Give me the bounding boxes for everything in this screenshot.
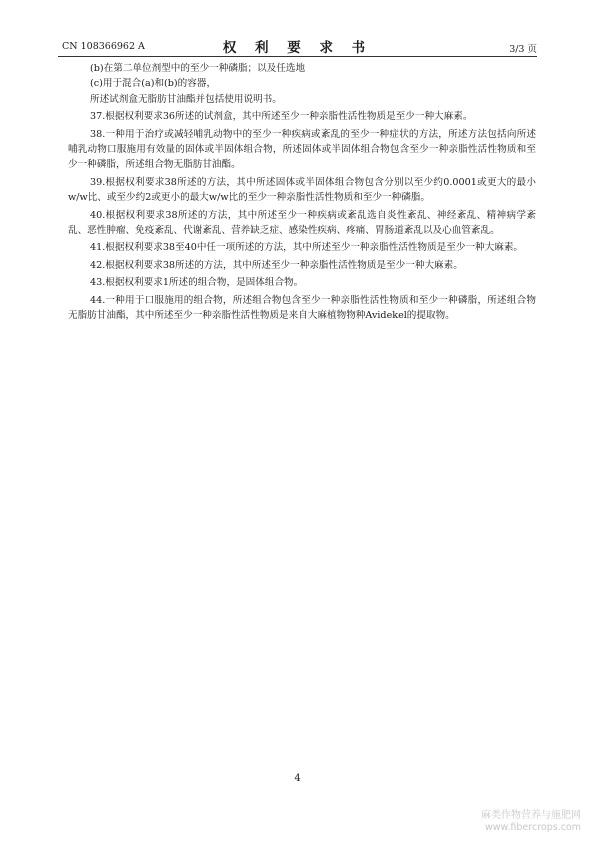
page-number: 4 — [294, 773, 301, 784]
publication-number: CN 108366962 A — [62, 41, 145, 52]
claims-body — [68, 61, 536, 324]
claim-40: 40.根据权利要求38所述的方法，其中所述至少一种疾病或紊乱选自炎性紊乱、神经紊乱、精神病学紊乱、恶性肿瘤、免疫紊乱、代谢紊乱、营养缺乏症、感染性疾病、疼痛、胃肠道紊乱以及心血管紊乱。 — [68, 209, 536, 237]
claim-42: 42.根据权利要求38所述的方法，其中所述至少一种亲脂性活性物质是至少一种大麻素。 — [90, 259, 463, 271]
document-title: 权 利 要 求 书 — [222, 40, 373, 56]
claim-37: 37.根据权利要求36所述的试剂盒，其中所述至少一种亲脂性活性物质是至少一种大麻素。 — [90, 111, 473, 123]
claim-kit-note: 所述试剂盒无脂肪甘油酯并包括使用说明书。 — [90, 93, 282, 105]
header-rule — [58, 56, 537, 57]
claim-43: 43.根据权利要求1所述的组合物，是固体组合物。 — [90, 277, 304, 289]
watermark-url: www.fibercrops.com — [484, 822, 581, 833]
claim-item-c: (c)用于混合(a)和(b)的容器， — [90, 78, 217, 90]
claim-item-b: (b)在第二单位剂型中的至少一种磷脂；以及任选地 — [90, 63, 306, 74]
claim-44: 44.一种用于口服施用的组合物，所述组合物包含至少一种亲脂性活性物质和至少一种磷脂，所述组合物无脂肪甘油酯，其中所述至少一种亲脂性活性物质是来自大麻植物物种Avidekel的提取物。 — [68, 294, 536, 322]
claim-38: 38.一种用于治疗或减轻哺乳动物中的至少一种疾病或紊乱的至少一种症状的方法，所述方法包括向所述哺乳动物口服施用有效量的固体或半固体组合物，所述固体或半固体组合物包含至少一种亲脂性活性物质和至少一种磷脂，所述组合物无脂肪甘油酯。 — [68, 128, 536, 171]
page-indicator: 3/3 页 — [509, 44, 537, 55]
claim-39: 39.根据权利要求38所述的方法，其中所述固体或半固体组合物包含分别以至少约0.0001或更大的最小w/w比、或至少约2或更小的最大w/w比的至少一种亲脂性活性物质和至少一种磷脂。 — [68, 176, 536, 204]
watermark — [481, 810, 581, 834]
claim-41: 41.根据权利要求38至40中任一项所述的方法，其中所述至少一种亲脂性活性物质是至少一种大麻素。 — [90, 242, 524, 254]
watermark-site-name: 麻类作物营养与施肥网 — [481, 810, 581, 821]
